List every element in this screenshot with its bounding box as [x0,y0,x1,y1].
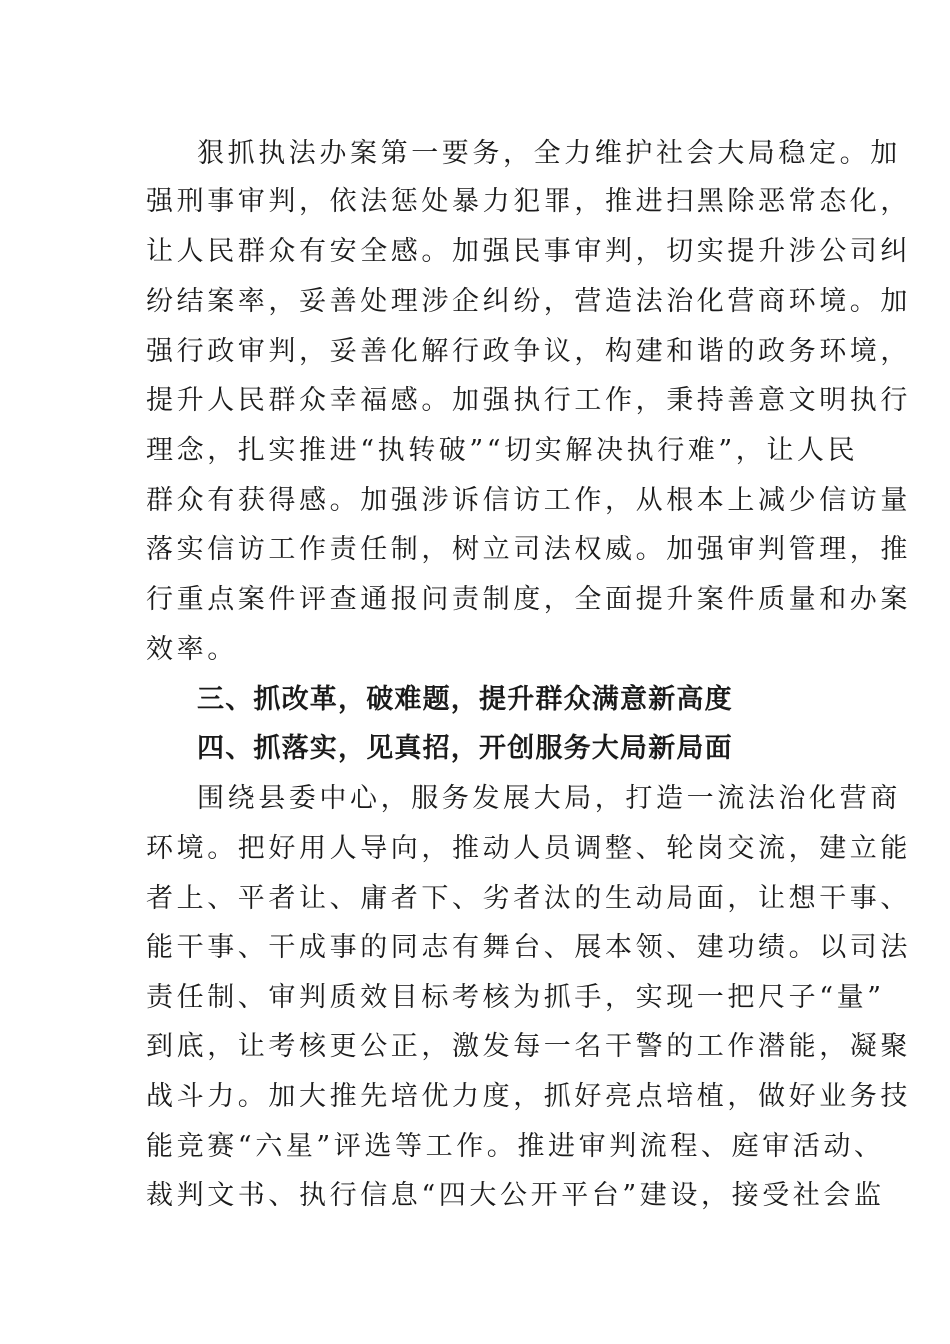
paragraph-2-line-7: 战斗力。加大推先培优力度，抓好亮点培植，做好业务技 [146,1081,911,1112]
paragraph-1-line-1: 狠抓执法办案第一要务，全力维护社会大局稳定。加 [197,138,901,169]
section-heading-3: 三、抓改革，破难题，提升群众满意新高度 [197,684,733,715]
paragraph-1-line-3: 让人民群众有安全感。加强民事审判，切实提升涉公司纠 [146,236,911,267]
paragraph-2-line-5: 责任制、审判质效目标考核为抓手，实现一把尺子“量” [146,982,885,1013]
paragraph-1-line-6: 提升人民群众幸福感。加强执行工作，秉持善意文明执行 [146,385,911,416]
paragraph-1-line-8: 群众有获得感。加强涉诉信访工作，从根本上减少信访量 [146,485,911,516]
paragraph-1-line-2: 强刑事审判，依法惩处暴力犯罪，推进扫黑除恶常态化， [146,186,911,217]
paragraph-1-line-7: 理念，扎实推进“执转破”“切实解决执行难”，让人民 [146,435,859,466]
paragraph-1-line-5: 强行政审判，妥善化解行政争议，构建和谐的政务环境， [146,336,911,367]
paragraph-1-line-11: 效率。 [146,634,238,665]
paragraph-2-line-9: 裁判文书、执行信息“四大公开平台”建设，接受社会监 [146,1180,885,1211]
paragraph-2-line-4: 能干事、干成事的同志有舞台、展本领、建功绩。以司法 [146,932,911,963]
paragraph-2-line-1: 围绕县委中心，服务发展大局，打造一流法治化营商 [197,783,901,814]
paragraph-1-line-4: 纷结案率，妥善处理涉企纠纷，营造法治化营商环境。加 [146,286,911,317]
paragraph-2-line-6: 到底，让考核更公正，激发每一名干警的工作潜能，凝聚 [146,1031,911,1062]
section-heading-4: 四、抓落实，见真招，开创服务大局新局面 [197,733,733,764]
paragraph-2-line-3: 者上、平者让、庸者下、劣者汰的生动局面，让想干事、 [146,883,911,914]
paragraph-1-line-10: 行重点案件评查通报问责制度，全面提升案件质量和办案 [146,584,911,615]
paragraph-2-line-2: 环境。把好用人导向，推动人员调整、轮岗交流，建立能 [146,833,911,864]
paragraph-2-line-8: 能竞赛“六星”评选等工作。推进审判流程、庭审活动、 [146,1131,885,1162]
paragraph-1-line-9: 落实信访工作责任制，树立司法权威。加强审判管理，推 [146,534,911,565]
